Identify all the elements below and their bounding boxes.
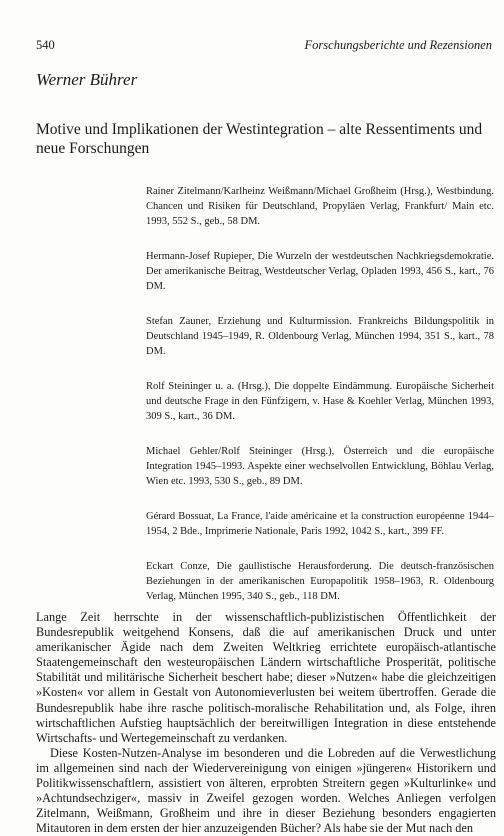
page-header (36, 38, 492, 54)
running-head: Forschungsberichte und Rezensionen (304, 38, 492, 52)
reviewed-books-list (146, 184, 494, 624)
reviewed-book: Hermann-Josef Rupieper, Die Wurzeln der westdeutschen Nachkriegsdemokratie. Der amerikanische Beitrag, Westdeutscher Verlag, Opladen 1993, 456 S., kart., 76 DM. (146, 251, 494, 292)
article-title: Motive und Implikationen der Westintegration – alte Ressentiments und neue Forschungen (36, 121, 483, 157)
body-paragraph: Diese Kosten-Nutzen-Analyse im besonderen und die Lobreden auf die Verwestlichung im allgemeinen sind nach der Wiedervereinigung von einigen »jüngeren« Historikern und Politikwissenschaftlern, assistiert von älteren, erprobten Streitern gegen »Kulturlinke« und »Achtundsechziger«, massiv in Zweifel gezogen worden. Welches Anliegen verfolgen Zitelmann, Weißmann, Großheim und ihre in dieser Beziehung besonders engagierten Mitautoren in dem ersten der hier anzuzeigenden Bücher? Als habe sie der Mut nach den (36, 745, 496, 836)
page-number: 540 (36, 38, 55, 52)
reviewed-book: Eckart Conze, Die gaullistische Herausforderung. Die deutsch-französischen Beziehungen in der amerikanischen Europapolitik 1958–1963, R. Oldenbourg Verlag, München 1995, 340 S., geb., 118 DM. (146, 561, 494, 602)
article-body (36, 610, 496, 836)
article-author: Werner Bührer (36, 70, 138, 89)
reviewed-book: Rolf Steininger u. a. (Hrsg.), Die doppelte Eindämmung. Europäische Sicherheit und deutsche Frage in den Fünfzigern, v. Hase & Koehler Verlag, München 1993, 309 S., kart., 36 DM. (146, 381, 494, 422)
body-paragraph: Lange Zeit herrschte in der wissenschaftlich-publizistischen Öffentlichkeit der Bundesrepublik weitgehend Konsens, daß die auf amerikanischen Druck und unter amerikanischer Ägide nach dem Zweiten Weltkrieg errichtete europäisch-atlantische Staatengemeinschaft den westeuropäischen Ländern wirtschaftliche Prosperität, politische Stabilität und militärische Sicherheit beschert habe; dieser »Nutzen« habe die gleichzeitigen »Kosten« vor allem in Gestalt von Autonomieverlusten bei weitem übertroffen. Gerade die Bundesrepublik habe ihre rasche politisch-moralische Rehabilitation und, als Folge, ihren wirtschaftlichen Aufstieg hauptsächlich der bereitwilligen Integration in diese entstehende Wirtschafts- und Wertegemeinschaft zu verdanken. (36, 610, 496, 745)
reviewed-book: Stefan Zauner, Erziehung und Kulturmission. Frankreichs Bildungspolitik in Deutschland 1945–1949, R. Oldenbourg Verlag, München 1994, 351 S., kart., 78 DM. (146, 316, 494, 357)
reviewed-book: Gérard Bossuat, La France, l'aide américaine et la construction européenne 1944–1954, 2 Bde., Imprimerie Nationale, Paris 1992, 1042 S., kart., 399 FF. (146, 511, 494, 537)
reviewed-book: Rainer Zitelmann/Karlheinz Weißmann/Michael Großheim (Hrsg.), Westbindung. Chancen und Risiken für Deutschland, Propyläen Verlag, Frankfurt/ Main etc. 1993, 552 S., geb., 58 DM. (146, 186, 494, 227)
reviewed-book: Michael Gehler/Rolf Steininger (Hrsg.), Österreich und die europäische Integration 1945–1993. Aspekte einer wechselvollen Entwicklung, Böhlau Verlag, Wien etc. 1993, 530 S., geb., 89 DM. (146, 446, 494, 487)
